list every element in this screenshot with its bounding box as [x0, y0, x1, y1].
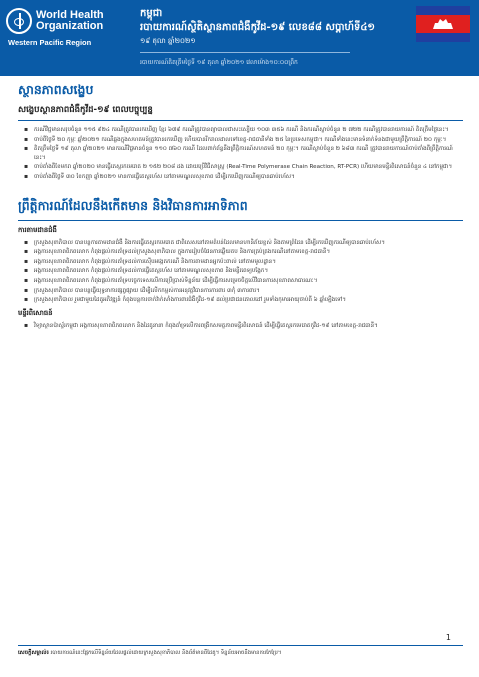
section-divider	[18, 120, 463, 121]
section-divider	[18, 220, 463, 221]
page-number: 1	[445, 633, 451, 642]
laboratory-list	[18, 322, 463, 331]
who-emblem-icon	[6, 8, 32, 34]
footnote-label: សេចក្តីសម្គាល់៖	[18, 650, 49, 656]
who-logo	[6, 8, 124, 48]
list-item: ▪ ចាប់ពីថ្ងៃទី ២០ កុម្ភៈ ឆ្នាំ២០២១ ករណីឆ្លងក្នុងសហគមន៍ត្រូវបានរកឃើញ ហើយបានរីករាលដាលទៅខេត្ត-រាជធានីទាំង ២៥ នៃប្រទេសកម្ពុជា។ ករណីទាំងនេះមានទំនាក់ទំនងជាមួយព្រឹត្តិការណ៍ ២០ កុម្ភៈ។	[34, 136, 463, 145]
section-title-summary: ស្ថានភាពសង្ខេប	[18, 82, 94, 97]
country-name: កម្ពុជា	[140, 8, 163, 19]
org-name: World Health Organization	[36, 9, 104, 32]
report-date: ១៩ តុលា ឆ្នាំ២០២១	[140, 37, 196, 45]
report-title: របាយការណ៍ស្ថិតិស្ថានភាពជំងឺកូវីដ-១៩ លេខ៨៨ សប្តាហ៍ទី៤១	[140, 22, 375, 33]
subsection-title-laboratory: មន្ទីរពិសោធន៍	[18, 308, 53, 317]
list-item: ▪ អង្គការសុខភាពពិភពលោក កំពុងផ្តល់ការគាំទ្រដល់ក្រសួងសុខាភិបាល ក្នុងការរៀបចំផែនការឆ្លើយតប និងការគ្រប់គ្រងករណីនៅតាមខេត្ត-រាជធានី។	[34, 248, 463, 257]
list-item: ▪ គិតត្រឹមថ្ងៃទី ១៩ តុលា ឆ្នាំ២០២១ មានករណីវិជ្ជមានចំនួន ១១០ ៧៦០ ករណី ដែលពាក់ព័ន្ធនឹងព្រឹត្តិការណ៍សហគមន៍ ២០ កុម្ភៈ។ ករណីស្លាប់ចំនួន ២ ៦៨៣ ករណី ត្រូវបានរាយការណ៍ចាប់តាំងពីព្រឹត្តិការណ៍នេះ។	[34, 145, 463, 162]
org-region: Western Pacific Region	[8, 38, 92, 47]
section-title-priorities: ព្រឹត្តិការណ៍ដែលនឹងកើតមាន និងវិធានការអាទិភាព	[18, 197, 248, 213]
list-item: ▪ អង្គការសុខភាពពិភពលោក កំពុងផ្តល់ការគាំទ្របច្ចេកទេសលើការប្រើប្រាស់ទិន្នន័យ ដើម្បីធ្វើការសម្រេចចិត្តលើវិធានការសុខភាពសាធារណៈ។	[34, 277, 463, 286]
list-item: ▪ ចាប់តាំងពីថ្ងៃទី ៣០ ខែកញ្ញា ឆ្នាំ២០២១ មានការធ្វើតេស្តរហ័ស នៅតាមមណ្ឌលសុខភាព ដើម្បីរកឃើញករណីឲ្យបានឆាប់រហ័ស។	[34, 173, 463, 182]
surveillance-list	[18, 239, 463, 305]
header-divider	[140, 52, 350, 53]
list-item: ▪ វិទ្យាស្ថានប៉ាស្ទ័រកម្ពុជា អង្គការសុខភាពពិភពលោក និងដៃគូនានា កំពុងគាំទ្រលើការពង្រីកសមត្ថភាពមន្ទីរពិសោធន៍ ដើម្បីធ្វើតេស្តរកមេរោគកូវីដ-១៩ នៅតាមខេត្ត-រាជធានី។	[34, 322, 463, 331]
subsection-title-surveillance: ការតាមដានជំងឺ	[18, 225, 57, 234]
list-item: ▪ ចាប់តាំងពីខែមករា ឆ្នាំ២០២០ មានធ្វើតេស្តរកមេរោគ ២ ១៥២ ២០៨ ដង ដោយប្រើវិធីសាស្ត្រ (Real-Time Polymerase Chain Reaction, RT-PCR) ហើយមានមន្ទីរពិសោធន៍ចំនួន ៤ នៅកម្ពុជា។	[34, 163, 463, 172]
list-item: ▪ អង្គការសុខភាពពិភពលោក កំពុងផ្តល់ការគាំទ្រដល់ការស៊ើបអង្កេតករណី និងការតាមដានអ្នកប៉ះពាល់ នៅតាមមូលដ្ឋាន។	[34, 258, 463, 267]
summary-list	[18, 126, 463, 182]
footnote-text: របាយការណ៍នេះផ្អែកលើទិន្នន័យដែលផ្តល់ដោយក្រសួងសុខាភិបាល និងព័ត៌មានពីដៃគូ។ ទិន្នន័យអាចនឹងមានការកែប្រែ។	[50, 650, 282, 656]
list-item: ▪ ក្រសួងសុខាភិបាល បានបន្តធ្វើយុទ្ធនាការផ្សព្វផ្សាយ ដើម្បីលើកកម្ពស់ការអនុវត្តវិធានការការពារ ៣កុំ ៣ការពារ។	[34, 287, 463, 296]
list-item: ▪ ក្រសួងសុខាភិបាល រួមជាមួយដៃគូអភិវឌ្ឍន៍ កំពុងបន្តការចាក់វ៉ាក់សាំងការពារជំងឺកូវីដ-១៩ ដល់ប្រជាជនគោលដៅ រួមទាំងកុមារអាយុចាប់ពី ៦ ឆ្នាំឡើងទៅ។	[34, 296, 463, 305]
section-subtitle-summary: សង្ខេបស្ថានភាពជំងឺកូវីដ-១៩ ពេលបច្ចុប្បន្ន	[18, 105, 153, 115]
footer-divider	[18, 645, 463, 646]
list-item: ▪ អង្គការសុខភាពពិភពលោក កំពុងផ្តល់ការគាំទ្រដល់ការធ្វើតេស្តរហ័ស នៅតាមមណ្ឌលសុខភាព និងមន្ទីរពេទ្យបង្អែក។	[34, 267, 463, 276]
list-item: ▪ ក្រសួងសុខាភិបាល បានបន្តការតាមដានជំងឺ និងការធ្វើតេស្តរកមេរោគ ជាពិសេសនៅតាមតំបន់ដែលមានហានិភ័យខ្ពស់ និងតាមព្រំដែន ដើម្បីរកឃើញករណីឲ្យបានឆាប់រហ័ស។	[34, 239, 463, 248]
report-meta: របាយការណ៍គិតត្រឹមថ្ងៃទី ១៩ តុលា ឆ្នាំ២០២១ វេលាម៉ោង១០:០០ព្រឹក	[140, 59, 298, 66]
footnote	[18, 649, 463, 657]
report-body	[18, 82, 463, 331]
report-header	[0, 0, 479, 76]
cambodia-flag-icon	[416, 6, 470, 42]
list-item: ▪ ករណីវិជ្ជមានសរុបចំនួន ១១៥ ៩២៤ ករណីត្រូវបានរកឃើញ ខ្មែរ ៦៧៩ ករណីត្រូវបានព្យាបាលជាសះស្បើយ ១០៣ ៣៥៦ ករណី និងករណីស្លាប់ចំនួន ២ ៧២២ ករណីត្រូវបានរាយការណ៍ គិតត្រឹមថ្ងៃនេះ។	[34, 126, 463, 135]
